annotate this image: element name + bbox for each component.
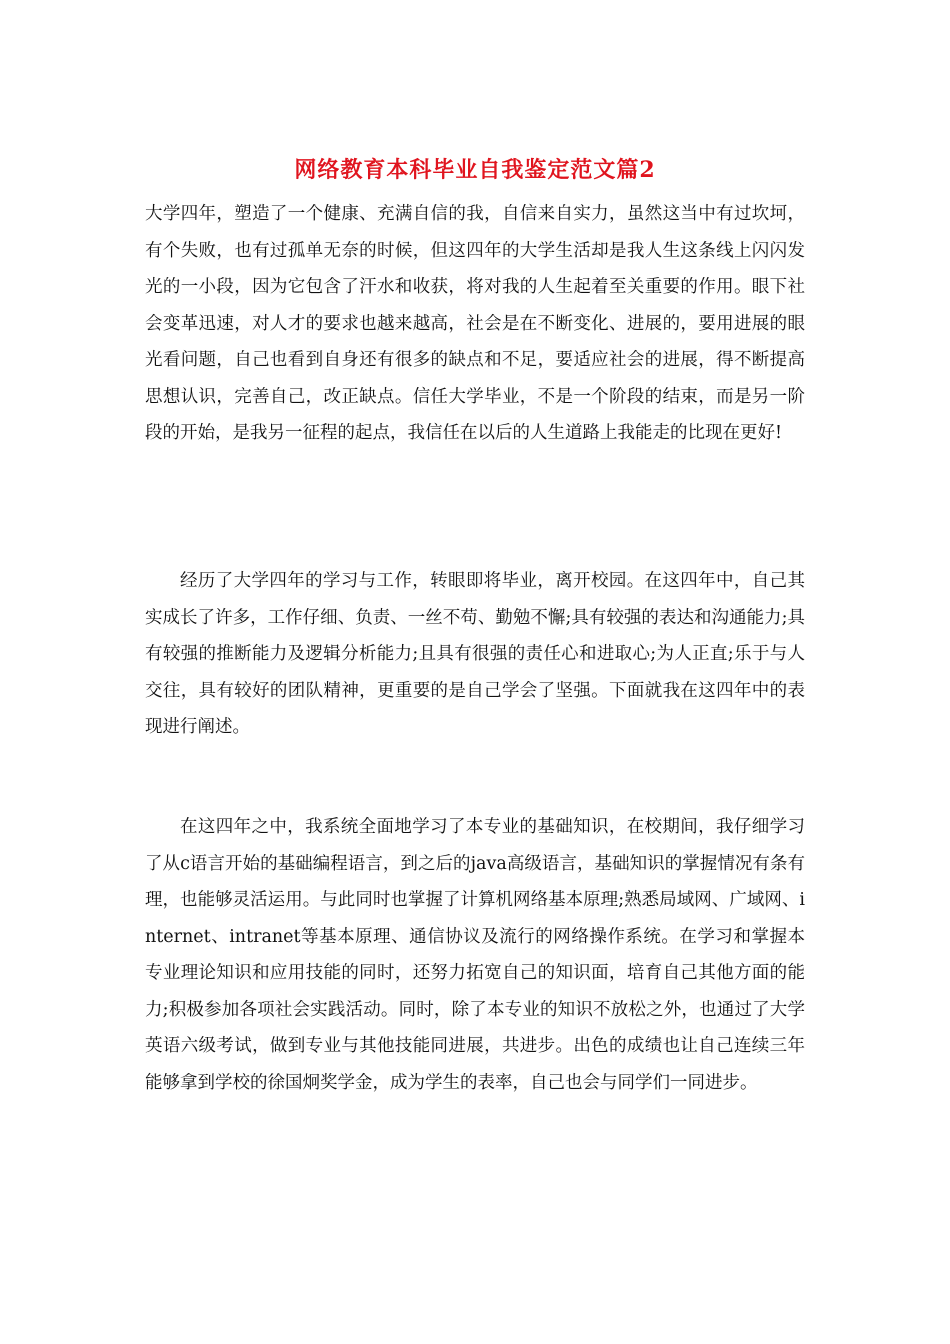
paragraph-intro: 大学四年，塑造了一个健康、充满自信的我，自信来自实力，虽然这当中有过坎坷，有个失败，也有过孤单无奈的时候，但这四年的大学生活却是我人生这条线上闪闪发光的一小段，因为它包含了汗水和收获，将对我的人生起着至关重要的作用。眼下社会变革迅速，对人才的要求也越来越高，社会是在不断变化、进展的，要用进展的眼光看问题，自己也看到自身还有很多的缺点和不足，要适应社会的进展，得不断提高思想认识，完善自己，改正缺点。信任大学毕业，不是一个阶段的结束，而是另一阶段的开始，是我另一征程的起点，我信任在以后的人生道路上我能走的比现在更好! <box>145 204 805 443</box>
paragraph-experience: 经历了大学四年的学习与工作，转眼即将毕业，离开校园。在这四年中，自己其实成长了许多，工作仔细、负责、一丝不苟、勤勉不懈;具有较强的表达和沟通能力;具有较强的推断能力及逻辑分析能力;且具有很强的责任心和进取心;为人正直;乐于与人交往，具有较好的团队精神，更重要的是自己学会了坚强。下面就我在这四年中的表现进行阐述。 <box>145 571 805 737</box>
page-title: 网络教育本科毕业自我鉴定范文篇2 <box>294 157 656 183</box>
paragraph-study: 在这四年之中，我系统全面地学习了本专业的基础知识，在校期间，我仔细学习了从c语言开始的基础编程语言，到之后的java高级语言，基础知识的掌握情况有条有理，也能够灵活运用。与此同时也掌握了计算机网络基本原理;熟悉局域网、广域网、internet、intranet等基本原理、通信协议及流行的网络操作系统。在学习和掌握本专业理论知识和应用技能的同时，还努力拓宽自己的知识面，培育自己其他方面的能力;积极参加各项社会实践活动。同时，除了本专业的知识不放松之外，也通过了大学英语六级考试，做到专业与其他技能同进展，共进步。出色的成绩也让自己连续三年能够拿到学校的徐国炯奖学金，成为学生的表率，自己也会与同学们一同进步。 <box>145 817 805 1093</box>
